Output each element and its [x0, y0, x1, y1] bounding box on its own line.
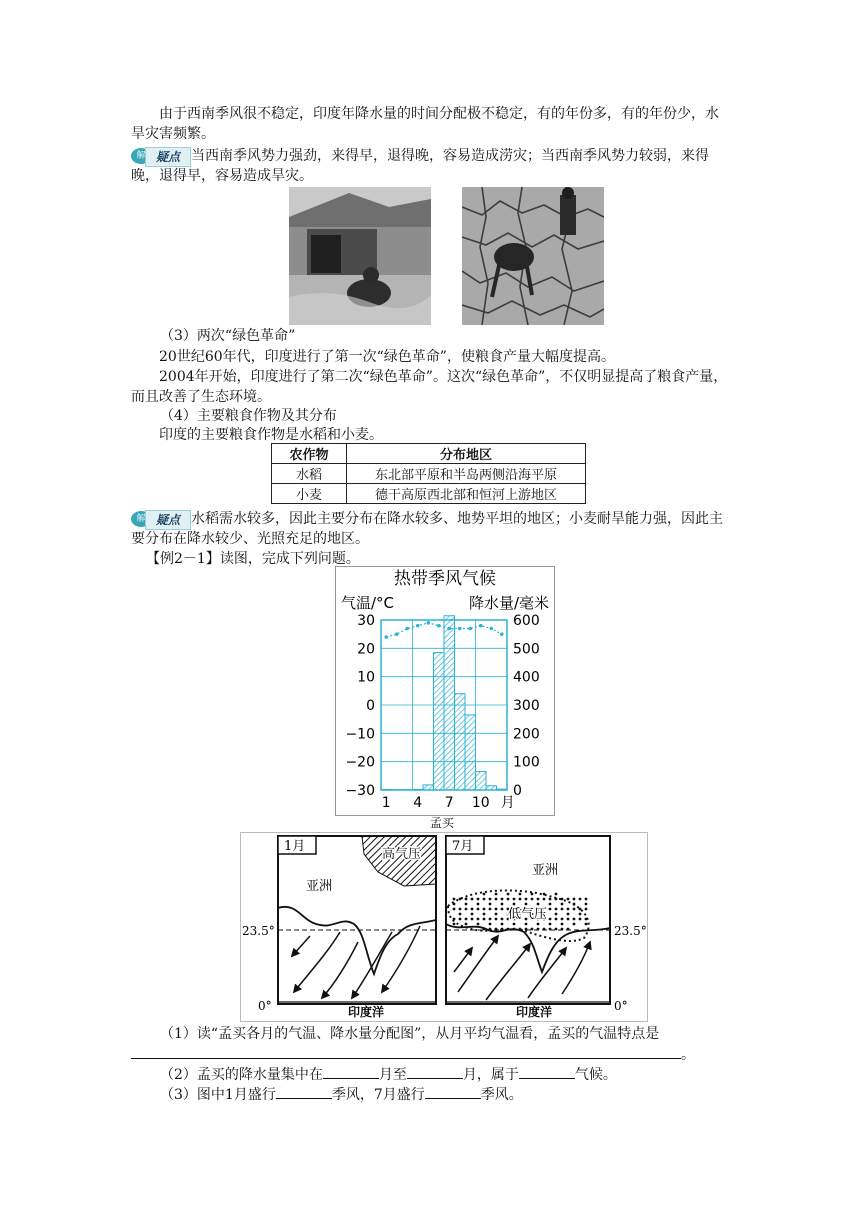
y-right-tick-label: 500 [513, 641, 540, 658]
temperature-point [479, 624, 483, 628]
precip-bar [486, 786, 497, 790]
table-cell: 小麦 [272, 484, 347, 504]
temperature-point [395, 632, 399, 636]
table-header: 农作物 [272, 444, 347, 464]
chart-title: 热带季风气候 [394, 569, 496, 589]
precip-bar [455, 694, 466, 790]
answer-blank[interactable] [425, 1084, 481, 1099]
y-right-tick-label: 200 [513, 726, 540, 743]
temperature-point [426, 621, 430, 625]
monsoon-maps [240, 832, 648, 1022]
table-header-row [272, 444, 586, 464]
precip-bar [413, 789, 424, 790]
jul-label: 7月 [452, 839, 474, 854]
note-crop-distribution [131, 509, 731, 549]
y-right-tick-label: 600 [513, 613, 540, 629]
question-1: （1）读“孟买各月的气温、降水量分配图”，从月平均气温看，孟买的气温特点是 [160, 1026, 660, 1042]
x-tick-label: 7 [444, 795, 454, 811]
tropic-label-left: 23.5° [242, 924, 275, 938]
precip-bar [465, 715, 476, 790]
y-left-tick-label: 10 [357, 669, 375, 686]
chart-ylabel-left: 气温/°C [341, 594, 395, 612]
x-tick-label: 4 [413, 795, 423, 811]
drought-photo [462, 187, 604, 325]
y-right-tick-label: 0 [513, 783, 522, 799]
question-3: （3）图中1月盛行 季风，7月盛行 季风。 [160, 1084, 760, 1105]
asia-label: 亚洲 [306, 879, 333, 894]
paragraph-second-revolution: 2004年开始，印度进行了第二次“绿色革命”。这次“绿色革命”，不仅明显提高了粮食产量，而且改善了生态环境。 [131, 369, 728, 405]
low-pressure-label: 低气压 [508, 907, 548, 922]
temperature-point [416, 624, 420, 628]
question-2: （2）孟买的降水量集中在 月至 月，属于 气候。 [160, 1064, 760, 1085]
jan-ocean-label: 印度洋 [348, 1005, 385, 1019]
temperature-point [384, 635, 388, 639]
y-left-tick-label: 30 [357, 613, 375, 629]
y-right-tick-label: 400 [513, 669, 540, 686]
temperature-point [500, 632, 504, 636]
temperature-point [405, 627, 409, 631]
answer-blank[interactable] [519, 1064, 575, 1079]
temperature-point [458, 627, 462, 631]
question-1-answer-line: 。 [131, 1044, 731, 1065]
note-flood-drought [131, 146, 731, 186]
x-unit-label: 月 [500, 795, 515, 811]
table-row [272, 464, 586, 484]
precip-bar [476, 772, 487, 790]
precip-bar [423, 785, 434, 790]
y-left-tick-label: 0 [366, 698, 375, 714]
example-prompt: 【例2－1】读图，完成下列问题。 [146, 551, 360, 567]
x-tick-label: 1 [381, 795, 391, 811]
temperature-point [437, 624, 441, 628]
precip-bar [497, 789, 508, 790]
answer-blank[interactable] [131, 1044, 681, 1059]
chart-caption: 孟买 [430, 816, 455, 830]
answer-blank[interactable] [276, 1084, 332, 1099]
asia-label-jul: 亚洲 [532, 863, 559, 878]
answer-blank[interactable] [323, 1064, 379, 1079]
y-right-tick-label: 300 [513, 698, 540, 714]
tropic-label-right: 23.5° [614, 924, 647, 938]
note-text: 水稻需水较多，因此主要分布在降水较多、地势平坦的地区；小麦耐旱能力强，因此主要分布在降水较少、光照充足的地区。 [131, 511, 723, 547]
doubt-badge-icon: 解 疑点 [131, 147, 189, 165]
equator-label-left: 0° [258, 999, 272, 1013]
table-cell: 德干高原西北部和恒河上游地区 [347, 484, 586, 504]
table-row [272, 484, 586, 504]
heading-crops: （4）主要粮食作物及其分布 [160, 408, 337, 424]
x-tick-label: 10 [471, 795, 490, 811]
precip-bar [434, 653, 445, 790]
chart-ylabel-right: 降水量/毫米 [468, 594, 549, 612]
table-header: 分布地区 [347, 444, 586, 464]
y-right-tick-label: 100 [513, 754, 540, 771]
doubt-badge-icon: 解 疑点 [131, 510, 189, 528]
temperature-point [468, 627, 472, 631]
y-left-tick-label: −20 [345, 754, 375, 771]
jul-ocean-label: 印度洋 [516, 1005, 553, 1019]
high-pressure-label: 高气压 [382, 847, 422, 862]
temperature-point [447, 627, 451, 631]
note-text: 当西南季风势力强劲，来得早，退得晚，容易造成涝灾；当西南季风势力较弱，来得晚，退得早，容易造成旱灾。 [131, 148, 709, 184]
table-cell: 东北部平原和半岛两侧沿海平原 [347, 464, 586, 484]
heading-green-revolution: （3）两次“绿色革命” [160, 328, 296, 344]
equator-label-right: 0° [614, 999, 628, 1013]
paragraph-monsoon: 由于西南季风很不稳定，印度年降水量的时间分配极不稳定，有的年份多，有的年份少，水旱灾害频繁。 [131, 106, 719, 142]
crops-table [271, 443, 586, 504]
jan-label: 1月 [284, 839, 306, 854]
answer-blank[interactable] [407, 1064, 463, 1079]
y-left-tick-label: 20 [357, 641, 375, 658]
paragraph-crops: 印度的主要粮食作物是水稻和小麦。 [159, 427, 383, 443]
paragraph-first-revolution: 20世纪60年代，印度进行了第一次“绿色革命”，使粮食产量大幅度提高。 [159, 349, 615, 365]
precip-bar [381, 789, 392, 790]
table-cell: 水稻 [272, 464, 347, 484]
climate-chart [335, 566, 555, 816]
y-left-tick-label: −10 [345, 726, 375, 743]
y-left-tick-label: −30 [345, 783, 375, 799]
flood-photo [289, 187, 431, 325]
precip-bar [444, 616, 455, 790]
temperature-point [489, 627, 493, 631]
